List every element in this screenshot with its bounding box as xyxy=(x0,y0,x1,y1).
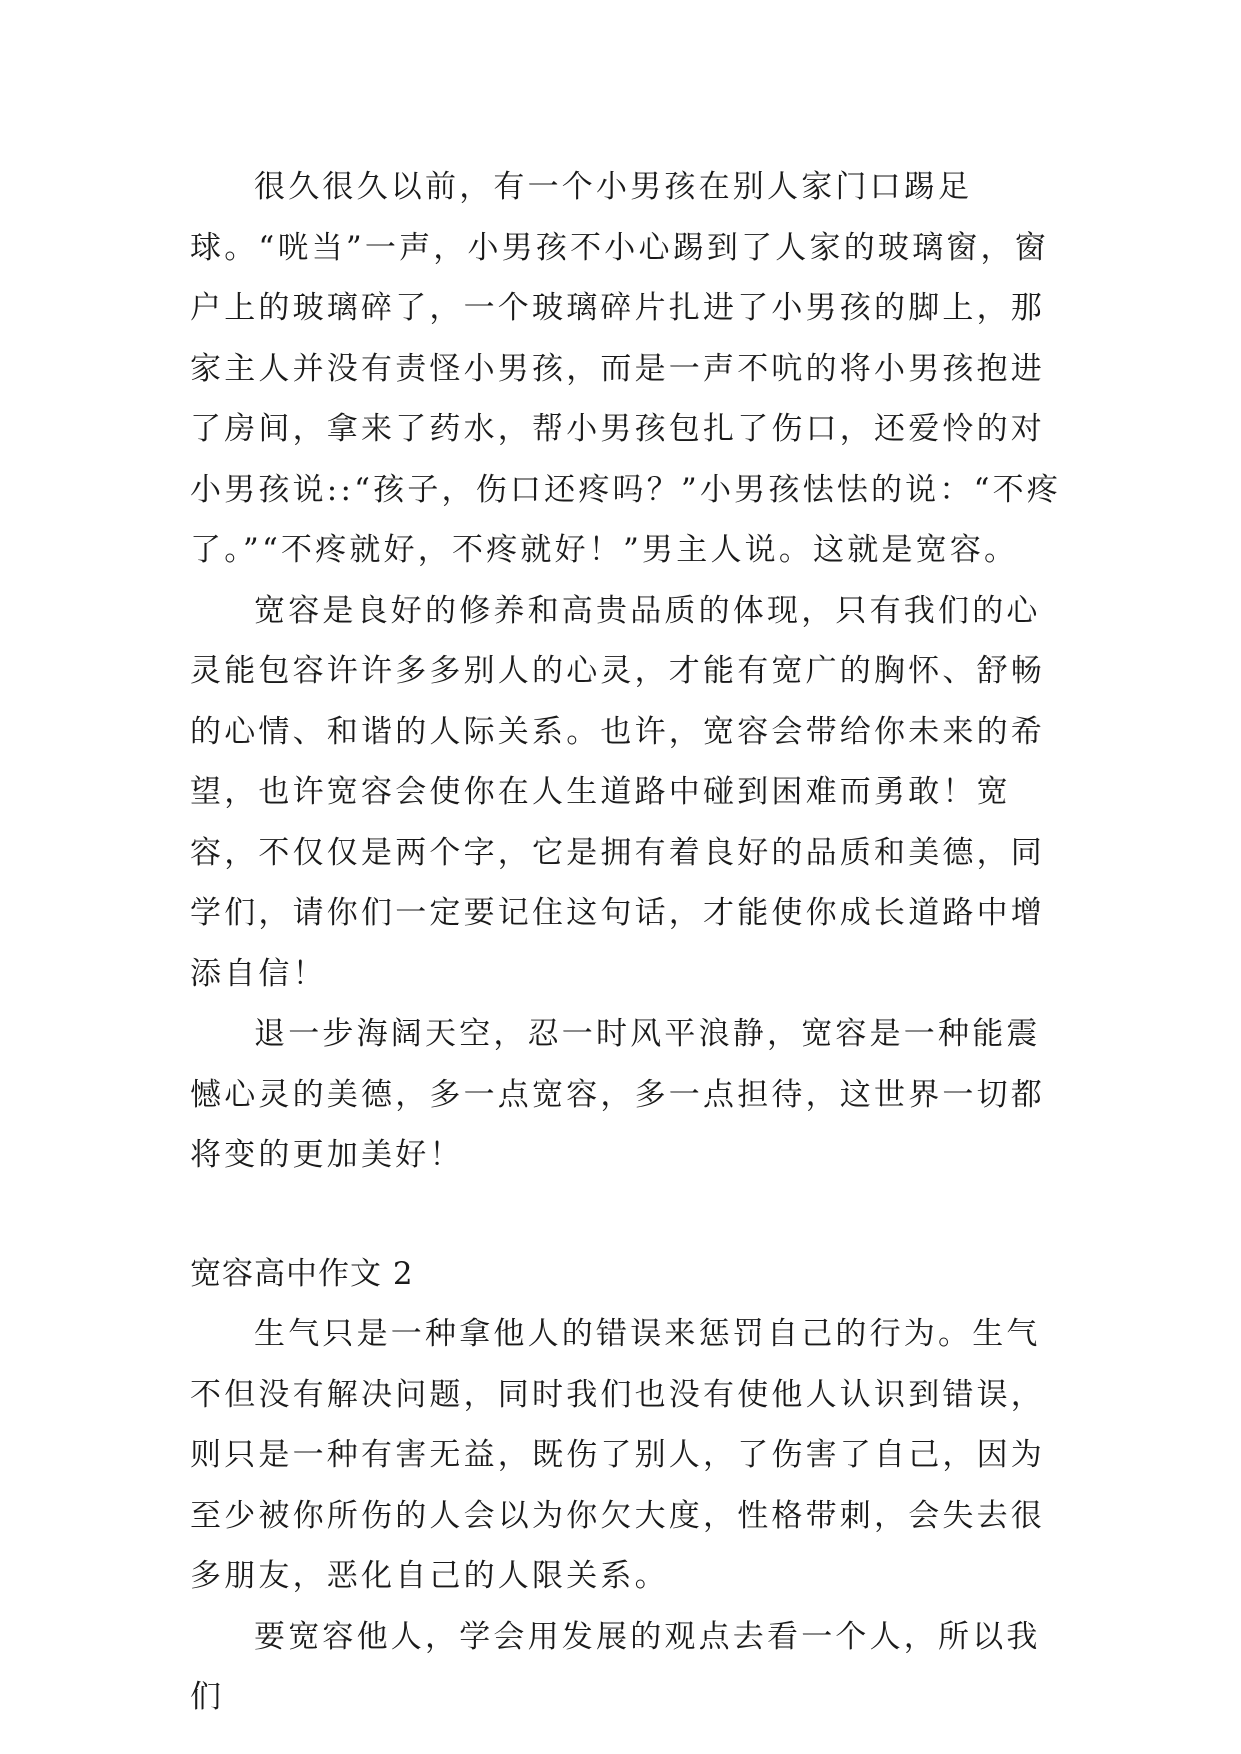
document-body xyxy=(190,157,1070,1728)
paragraph-step-back: 退一步海阔天空，忍一时风平浪静，宽容是一种能震憾心灵的美德，多一点宽容，多一点担待，这世界一切都将变的更加美好！ xyxy=(190,1016,1045,1173)
paragraph-tolerance-virtue: 宽容是良好的修养和高贵品质的体现，只有我们的心灵能包容许许多多别人的心灵，才能有宽广的胸怀、舒畅的心情、和谐的人际关系。也许，宽容会带给你未来的希望，也许宽容会使你在人生道路中碰到困难而勇敢！宽容，不仅仅是两个字，它是拥有着良好的品质和美德，同学们，请你们一定要记住这句话，才能使你成长道路中增添自信！ xyxy=(190,592,1045,992)
paragraph-anger: 生气只是一种拿他人的错误来惩罚自己的行为。生气不但没有解决问题，同时我们也没有使他人认识到错误，则只是一种有害无益，既伤了别人，了伤害了自己，因为至少被你所伤的人会以为你欠大度，性格带刺，会失去很多朋友，恶化自己的人限关系。 xyxy=(190,1316,1045,1594)
section-title: 宽容高中作文 2 xyxy=(190,1255,414,1292)
paragraph-tolerate-others: 要宽容他人，学会用发展的观点去看一个人，所以我们 xyxy=(190,1618,1041,1715)
paragraph-broken-window-story: 很久很久以前，有一个小男孩在别人家门口踢足球。“咣当”一声，小男孩不小心踢到了人家的玻璃窗，窗户上的玻璃碎了，一个玻璃碎片扎进了小男孩的脚上，那家主人并没有责怪小男孩，而是一声不吭的将小男孩抱进了房间，拿来了药水，帮小男孩包扎了伤口，还爱怜的对小男孩说::“孩子，伤口还疼吗？”小男孩怯怯的说：“不疼了。”“不疼就好，不疼就好！”男主人说。这就是宽容。 xyxy=(190,169,1062,568)
